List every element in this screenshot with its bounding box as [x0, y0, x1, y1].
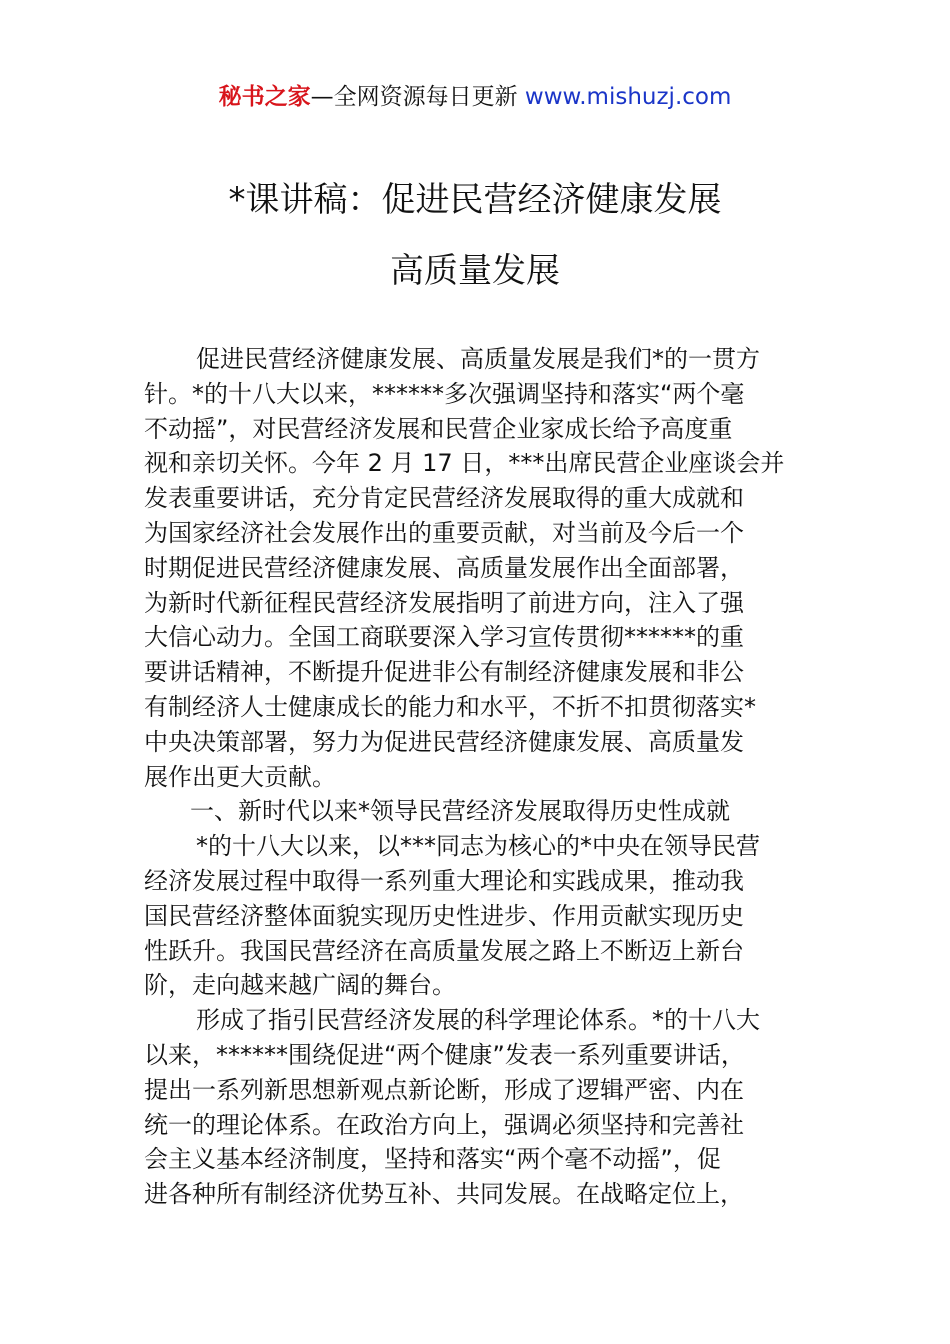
document-title-line-2: 高质量发展 [390, 251, 560, 291]
body-line: 展作出更大贡献。 [144, 762, 336, 791]
section-heading: 一、新时代以来*领导民营经济发展取得历史性成就 [190, 797, 730, 826]
body-line: 形成了指引民营经济发展的科学理论体系。*的十八大 [196, 1006, 760, 1035]
body-line: 视和亲切关怀。今年 2 月 17 日，***出席民营企业座谈会并 [144, 449, 785, 478]
body-line: 性跃升。我国民营经济在高质量发展之路上不断迈上新台 [144, 936, 744, 965]
body-line: 发表重要讲话，充分肯定民营经济发展取得的重大成就和 [144, 484, 744, 513]
body-line: 要讲话精神，不断提升促进非公有制经济健康发展和非公 [144, 658, 744, 687]
body-line: 经济发展过程中取得一系列重大理论和实践成果，推动我 [144, 866, 744, 895]
body-line: 针。*的十八大以来，******多次强调坚持和落实“两个毫 [144, 379, 745, 408]
body-line: 统一的理论体系。在政治方向上，强调必须坚持和完善社 [144, 1110, 744, 1139]
site-tagline: —全网资源每日更新 [310, 84, 518, 110]
body-line: 阶，走向越来越广阔的舞台。 [144, 971, 456, 1000]
body-line: 促进民营经济健康发展、高质量发展是我们*的一贯方 [196, 345, 760, 373]
body-line: 时期促进民营经济健康发展、高质量发展作出全面部署， [144, 553, 744, 582]
site-brand-name: 秘书之家 [218, 84, 311, 110]
body-line: *的十八大以来，以***同志为核心的*中央在领导民营 [196, 832, 760, 861]
body-line: 为国家经济社会发展作出的重要贡献，对当前及今后一个 [144, 518, 744, 547]
site-header [0, 82, 950, 112]
body-line: 以来，******围绕促进“两个健康”发表一系列重要讲话， [144, 1040, 745, 1069]
body-line: 提出一系列新思想新观点新论断，形成了逻辑严密、内在 [144, 1075, 744, 1104]
body-line: 有制经济人士健康成长的能力和水平，不折不扣贯彻落实* [144, 692, 756, 721]
site-url-link[interactable]: www.mishuzj.com [524, 84, 732, 110]
body-line: 不动摇”，对民营经济发展和民营企业家成长给予高度重 [144, 414, 733, 443]
body-line: 会主义基本经济制度，坚持和落实“两个毫不动摇”，促 [144, 1145, 721, 1174]
body-line: 进各种所有制经济优势互补、共同发展。在战略定位上， [144, 1180, 744, 1209]
document-body [144, 342, 809, 1212]
document-title-line-1: *课讲稿：促进民营经济健康发展 [228, 180, 722, 220]
body-line: 国民营经济整体面貌实现历史性进步、作用贡献实现历史 [144, 901, 744, 930]
body-line: 为新时代新征程民营经济发展指明了前进方向，注入了强 [144, 588, 744, 617]
body-line: 大信心动力。全国工商联要深入学习宣传贯彻******的重 [144, 623, 744, 652]
body-line: 中央决策部署，努力为促进民营经济健康发展、高质量发 [144, 727, 744, 756]
